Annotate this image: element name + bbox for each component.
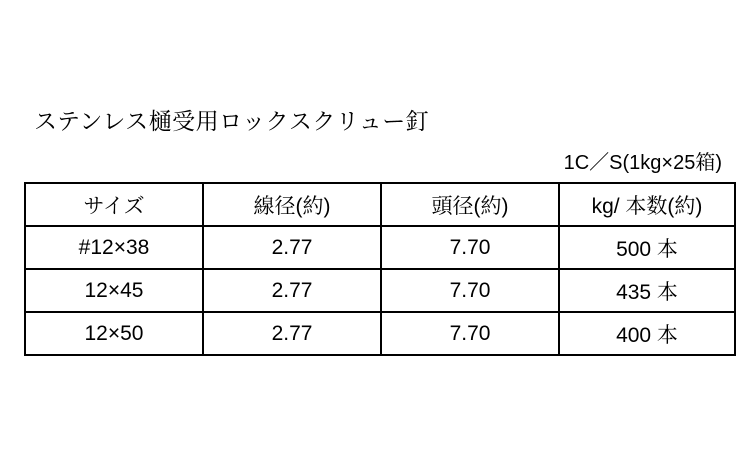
page-title: ステンレス樋受用ロックスクリュー釘 (34, 108, 430, 134)
cell-size: 12×45 (25, 269, 203, 312)
cell-head-diameter: 7.70 (381, 269, 559, 312)
column-header-pieces-per-kg: kg/ 本数(約) (559, 183, 735, 226)
cell-size: 12×50 (25, 312, 203, 355)
cell-pieces-per-kg: 500 本 (559, 226, 735, 269)
cell-head-diameter: 7.70 (381, 226, 559, 269)
column-header-wire-diameter: 線径(約) (203, 183, 381, 226)
table-row (25, 226, 735, 269)
cell-wire-diameter: 2.77 (203, 269, 381, 312)
table-header-row (25, 183, 735, 226)
cell-size: #12×38 (25, 226, 203, 269)
specification-table (24, 182, 736, 356)
table-row (25, 312, 735, 355)
table-row (25, 269, 735, 312)
cell-pieces-per-kg: 435 本 (559, 269, 735, 312)
table-header (25, 183, 735, 226)
cell-wire-diameter: 2.77 (203, 312, 381, 355)
cell-pieces-per-kg: 400 本 (559, 312, 735, 355)
column-header-head-diameter: 頭径(約) (381, 183, 559, 226)
table-body (25, 226, 735, 355)
packaging-unit-note: 1C／S(1kg×25箱) (563, 152, 722, 174)
cell-head-diameter: 7.70 (381, 312, 559, 355)
cell-wire-diameter: 2.77 (203, 226, 381, 269)
column-header-size: サイズ (25, 183, 203, 226)
